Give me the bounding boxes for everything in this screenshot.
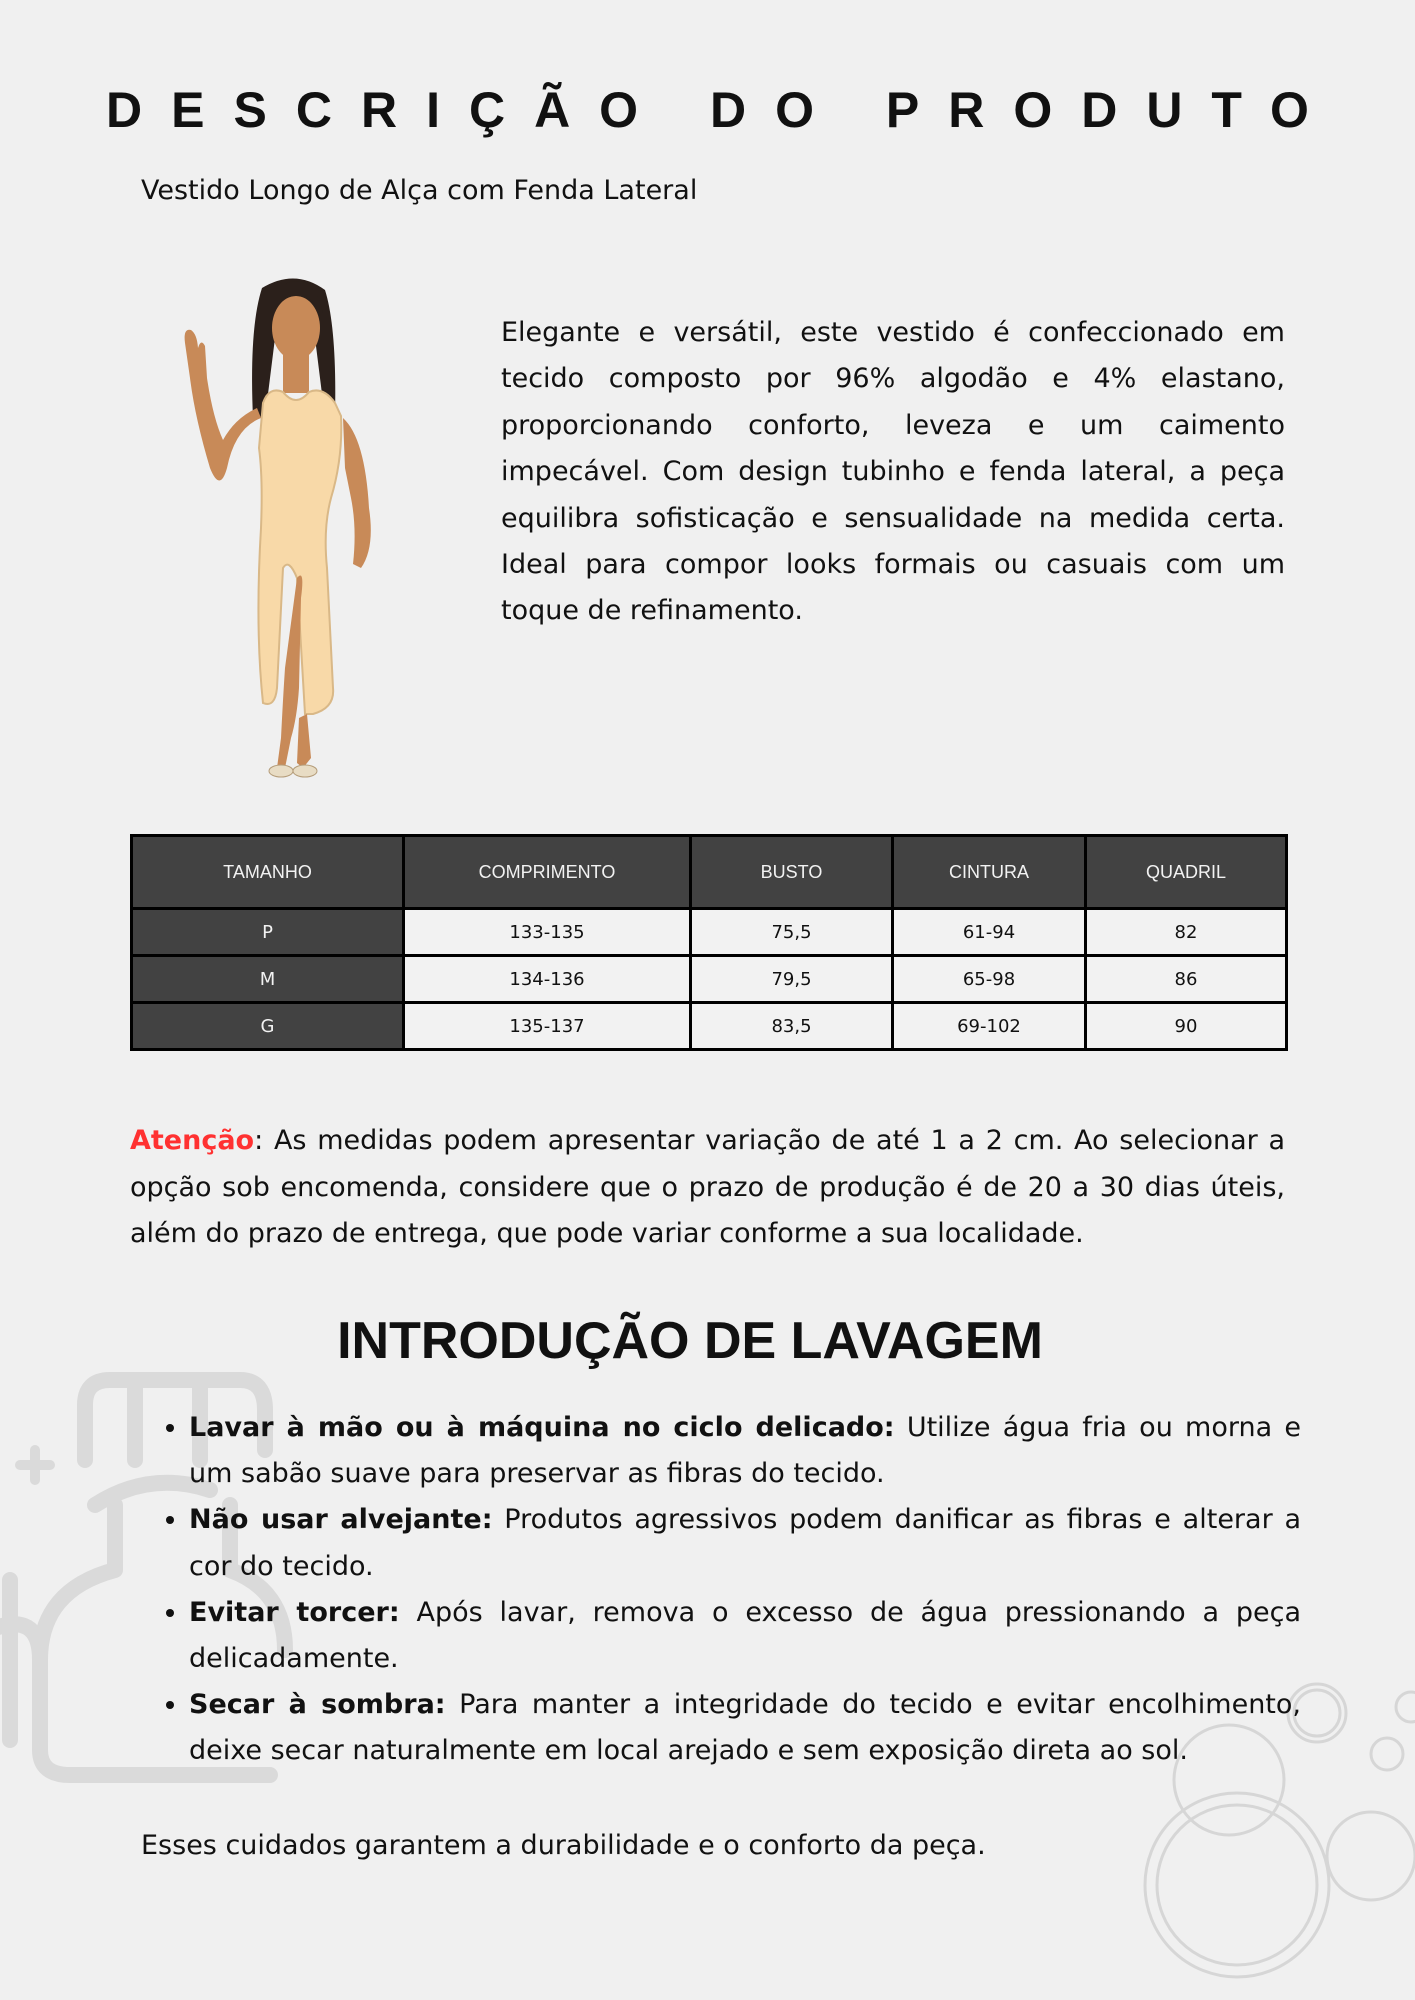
attention-note [130,1118,1285,1258]
size-label: P [132,909,404,956]
care-item-text: Para manter a integridade do tecido e evitar encolhimento, deixe secar naturalmente em local arejado e sem exposição direta ao sol. [189,1689,1301,1767]
list-item [189,1590,1301,1682]
care-item-heading: Evitar torcer: [189,1596,400,1628]
care-item-heading: Lavar à mão ou à máquina no ciclo delicado: [189,1412,895,1443]
header-cintura: CINTURA [893,836,1086,909]
size-table [130,834,1288,1051]
attention-label: Atenção [130,1125,255,1156]
table-cell: 86 [1086,956,1287,1003]
table-cell: 65-98 [893,956,1086,1003]
care-item-heading: Não usar alvejante: [189,1504,493,1536]
care-list [160,1405,1301,1775]
closing-note: Esses cuidados garantem a durabilidade e o conforto da peça. [141,1830,986,1861]
header-comprimento: COMPRIMENTO [404,836,691,909]
table-cell: 75,5 [691,909,893,956]
table-cell: 79,5 [691,956,893,1003]
care-item-heading: Secar à sombra: [189,1689,446,1721]
table-row [132,956,1287,1003]
size-table-header [132,836,1287,909]
dress-model-illustration [165,268,395,788]
table-cell: 83,5 [691,1003,893,1050]
header-busto: BUSTO [691,836,893,909]
attention-text: : As medidas podem apresentar variação de até 1 a 2 cm. Ao selecionar a opção sob encomenda, considere que o prazo de produção é de 20 a 30 dias úteis, além do prazo de entrega, que pode variar conforme a sua localidade. [130,1125,1285,1249]
list-item [189,1682,1301,1774]
table-cell: 82 [1086,909,1287,956]
product-description: Elegante e versátil, este vestido é confeccionado em tecido composto por 96% algodão e 4% elastano, proporcionando conforto, leveza e um caimento impecável. Com design tubinho e fenda lateral, a peça equilibra sofisticação e sensualidade na medida certa. Ideal para compor looks formais ou casuais com um toque de refinamento. [501,317,1285,627]
table-cell: 135-137 [404,1003,691,1050]
list-item [189,1405,1301,1497]
size-label: M [132,956,404,1003]
table-cell: 133-135 [404,909,691,956]
table-cell: 90 [1086,1003,1287,1050]
care-item-text: Utilize água fria ou morna e um sabão suave para preservar as fibras do tecido. [189,1412,1301,1490]
table-row [132,1003,1287,1050]
care-title: INTRODUÇÃO DE LAVAGEM [337,1312,1043,1370]
list-item [189,1497,1301,1589]
table-row [132,909,1287,956]
table-cell: 134-136 [404,956,691,1003]
care-item-text: Produtos agressivos podem danificar as fibras e alterar a cor do tecido. [189,1504,1302,1582]
table-cell: 61-94 [893,909,1086,956]
header-tamanho: TAMANHO [132,836,404,909]
page-title: DESCRIÇÃO DO PRODUTO [106,81,1338,138]
header-quadril: QUADRIL [1086,836,1287,909]
product-name: Vestido Longo de Alça com Fenda Lateral [141,175,698,206]
care-item-text: Após lavar, remova o excesso de água pressionando a peça delicadamente. [189,1596,1302,1675]
table-cell: 69-102 [893,1003,1086,1050]
size-label: G [132,1003,404,1050]
